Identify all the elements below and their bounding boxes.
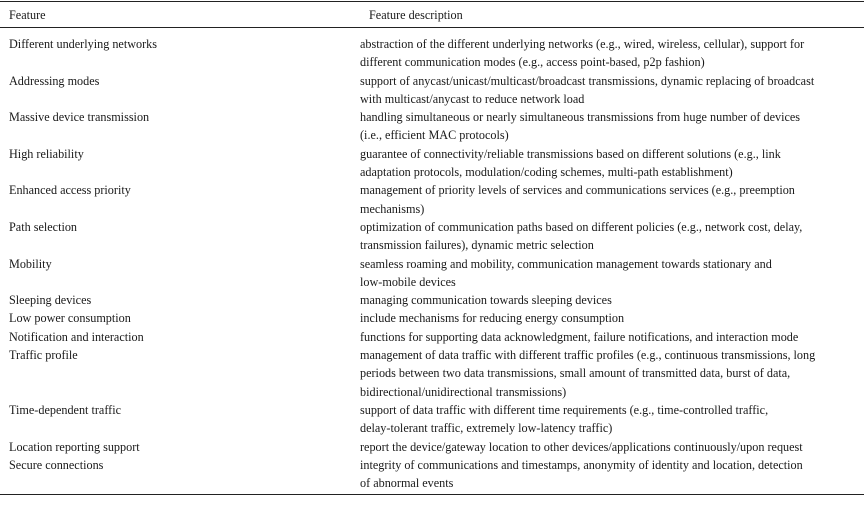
description-line: functions for supporting data acknowledgment, failure notifications, and interaction mode	[360, 329, 799, 344]
table-body	[0, 35, 864, 492]
feature-cell: Enhanced access priority	[9, 183, 131, 198]
description-line: abstraction of the different underlying networks (e.g., wired, wireless, cellular), support for	[360, 37, 805, 51]
description-line: include mechanisms for reducing energy consumption	[360, 311, 625, 326]
feature-cell: Traffic profile	[9, 348, 78, 363]
description-cell	[360, 401, 850, 438]
description-line: management of data traffic with different traffic profiles (e.g., continuous transmissions, long	[360, 348, 816, 363]
header-feature-description: Feature description	[369, 8, 463, 22]
description-line: transmission failures), dynamic metric selection	[360, 238, 594, 253]
table-row	[0, 35, 864, 72]
table-row	[0, 255, 864, 292]
table-row	[0, 309, 864, 327]
table-row	[0, 291, 864, 309]
description-line: different communication modes (e.g., access point-based, p2p fashion)	[360, 55, 705, 70]
description-cell	[360, 72, 850, 109]
description-line: adaptation protocols, modulation/coding schemes, multi-path establishment)	[360, 165, 733, 180]
description-line: mechanisms)	[360, 201, 425, 216]
description-cell	[360, 346, 850, 401]
feature-cell: Sleeping devices	[9, 293, 92, 308]
table-row	[0, 456, 864, 493]
table-row	[0, 145, 864, 182]
description-line: handling simultaneous or nearly simultaneous transmissions from huge number of devices	[360, 110, 801, 125]
description-cell	[360, 309, 850, 327]
description-cell	[360, 291, 850, 309]
description-line: (i.e., efficient MAC protocols)	[360, 128, 509, 143]
description-line: guarantee of connectivity/reliable transmissions based on different solutions (e.g., link	[360, 146, 781, 161]
description-line: optimization of communication paths based on different policies (e.g., network cost, delay,	[360, 219, 803, 234]
description-cell	[360, 456, 850, 493]
description-cell	[360, 438, 850, 456]
table-row	[0, 401, 864, 438]
table-row	[0, 438, 864, 456]
feature-cell: Notification and interaction	[9, 329, 144, 344]
description-cell	[360, 328, 850, 346]
description-cell	[360, 35, 850, 72]
description-line: periods between two data transmissions, small amount of transmitted data, burst of data,	[360, 366, 791, 381]
table-row	[0, 72, 864, 109]
feature-cell: Time-dependent traffic	[9, 402, 122, 417]
description-line: integrity of communications and timestamps, anonymity of identity and location, detection	[360, 457, 803, 472]
feature-cell: Location reporting support	[9, 439, 140, 454]
description-cell	[360, 218, 850, 255]
description-line: bidirectional/unidirectional transmissions)	[360, 384, 567, 399]
feature-cell: Path selection	[9, 219, 78, 234]
description-line: of abnormal events	[360, 476, 454, 491]
description-line: with multicast/anycast to reduce network load	[360, 91, 585, 106]
description-cell	[360, 255, 850, 292]
feature-cell: Secure connections	[9, 457, 104, 472]
description-line: managing communication towards sleeping devices	[360, 293, 612, 308]
feature-cell: Addressing modes	[9, 73, 100, 88]
header-feature: Feature	[9, 8, 46, 22]
description-line: report the device/gateway location to other devices/applications continuously/upon request	[360, 439, 803, 454]
feature-cell: Different underlying networks	[9, 37, 158, 51]
feature-cell: Massive device transmission	[9, 110, 150, 125]
description-line: management of priority levels of services and communications services (e.g., preemption	[360, 183, 795, 198]
table-row	[0, 181, 864, 218]
description-cell	[360, 108, 850, 145]
description-cell	[360, 145, 850, 182]
feature-cell: Mobility	[9, 256, 52, 271]
description-line: support of anycast/unicast/multicast/broadcast transmissions, dynamic replacing of broadcast	[360, 73, 815, 88]
feature-cell: High reliability	[9, 146, 84, 161]
table-header-rule	[0, 27, 864, 28]
description-line: seamless roaming and mobility, communication management towards stationary and	[360, 256, 772, 271]
table-row	[0, 108, 864, 145]
table-bottom-rule	[0, 494, 864, 495]
feature-cell: Low power consumption	[9, 311, 131, 326]
table-row	[0, 218, 864, 255]
table-row	[0, 346, 864, 401]
description-line: delay-tolerant traffic, extremely low-latency traffic)	[360, 421, 613, 436]
table-top-rule	[0, 1, 864, 2]
description-line: low-mobile devices	[360, 274, 456, 289]
description-cell	[360, 181, 850, 218]
description-line: support of data traffic with different time requirements (e.g., time-controlled traffic,	[360, 402, 769, 417]
table-row	[0, 328, 864, 346]
